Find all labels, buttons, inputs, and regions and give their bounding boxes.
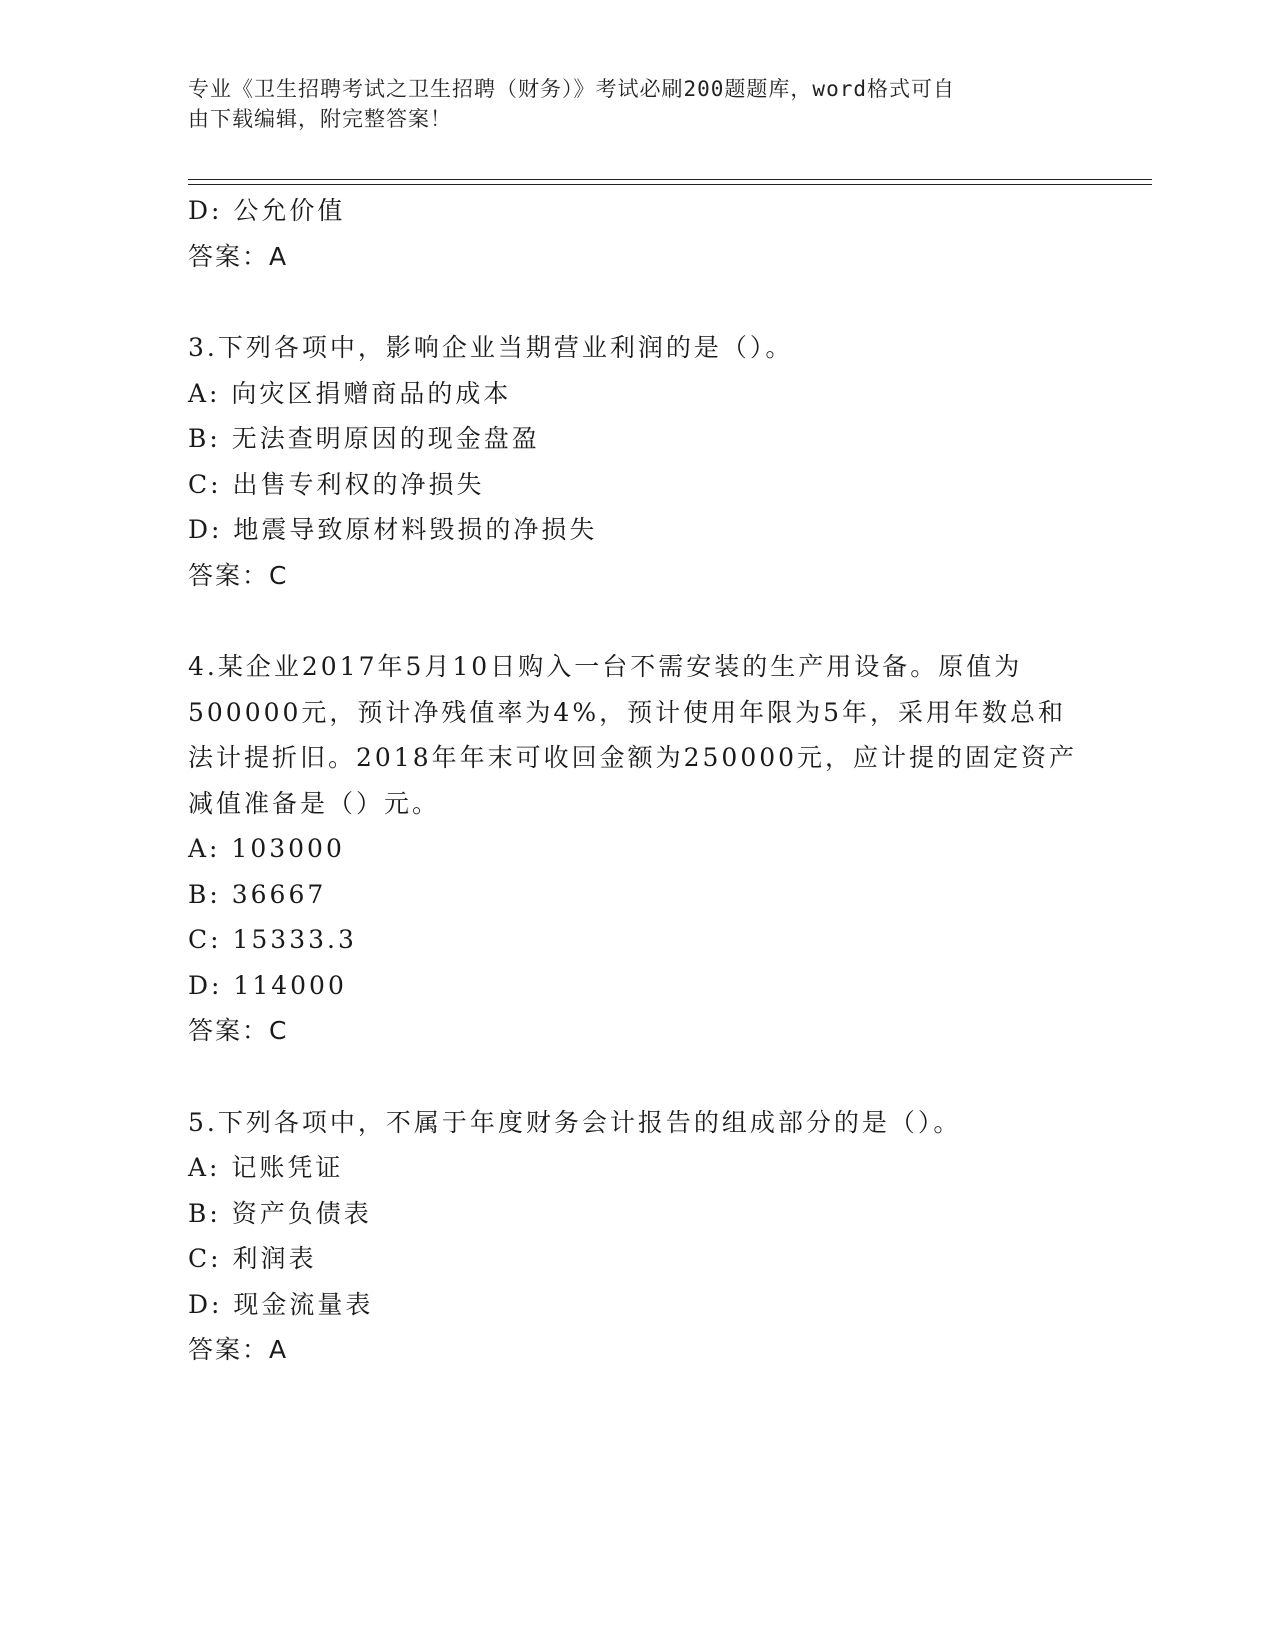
- option-c: C: 利润表: [188, 1244, 317, 1273]
- option-d: D: 地震导致原材料毁损的净损失: [188, 515, 598, 544]
- spacer: [188, 1054, 1088, 1100]
- option-d: D: 公允价值: [188, 196, 346, 225]
- question-stem: 5.下列各项中，不属于年度财务会计报告的组成部分的是（）。: [188, 1107, 962, 1137]
- option-b: B: 资产负债表: [188, 1198, 372, 1228]
- header-divider-top: [188, 179, 1152, 180]
- option-a: A: 记账凭证: [188, 1153, 344, 1182]
- question-5: [188, 1100, 1088, 1146]
- spacer: [188, 598, 1088, 644]
- option-d: D: 114000: [188, 970, 347, 1000]
- question-stem-line-3: 法计提折旧。2018年年末可收回金额为250000元，应计提的固定资产: [188, 743, 1078, 772]
- question-stem-line-1: 4.某企业2017年5月10日购入一台不需安装的生产用设备。原值为: [188, 652, 1023, 681]
- option-c: C: 出售专利权的净损失: [188, 469, 485, 499]
- question-stem-line-4: 减值准备是（）元。: [188, 788, 441, 818]
- question-stem-line-2: 500000元，预计净残值率为4%，预计使用年限为5年，采用年数总和: [188, 697, 1067, 727]
- question-3: [188, 325, 1088, 371]
- question-4: [188, 644, 1088, 826]
- document-body: [188, 188, 1088, 1373]
- spacer: [188, 279, 1088, 325]
- option-c: C: 15333.3: [188, 925, 357, 954]
- option-b: B: 无法查明原因的现金盘盈: [188, 424, 540, 453]
- answer: 答案：A: [188, 1335, 289, 1364]
- header-line-2: 由下载编辑，附完整答案！: [188, 107, 452, 131]
- answer: 答案：C: [188, 1016, 289, 1045]
- header-divider-bottom: [188, 184, 1152, 185]
- answer: 答案：A: [188, 241, 289, 271]
- option-a: A: 103000: [188, 834, 345, 863]
- document-header: [188, 74, 1068, 134]
- answer: 答案：C: [188, 560, 289, 590]
- question-stem: 3.下列各项中，影响企业当期营业利润的是（）。: [188, 333, 794, 362]
- option-a: A: 向灾区捐赠商品的成本: [188, 378, 512, 408]
- header-line-1: 专业《卫生招聘考试之卫生招聘（财务）》考试必刷200题题库，word格式可自: [188, 77, 955, 101]
- option-d: D: 现金流量表: [188, 1289, 374, 1319]
- option-b: B: 36667: [188, 879, 327, 909]
